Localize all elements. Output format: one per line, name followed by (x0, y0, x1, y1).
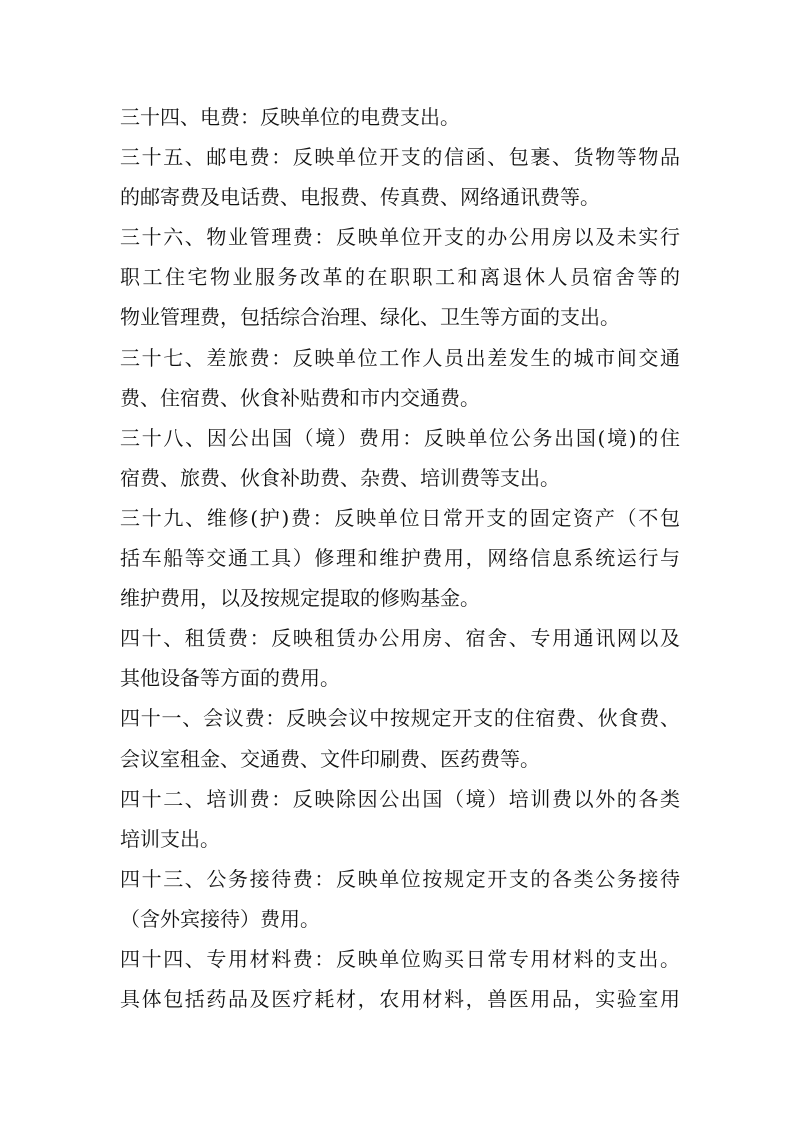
text-line-20: 四十三、公务接待费：反映单位按规定开支的各类公务接待 (120, 866, 680, 891)
text-line-22: 四十四、专用材料费：反映单位购买日常专用材料的支出。 (120, 946, 680, 971)
text-line-14: 四十、租赁费：反映租赁办公用房、宿舍、专用通讯网以及 (120, 626, 680, 651)
text-line-5: 职工住宅物业服务改革的在职职工和离退休人员宿舍等的 (120, 265, 680, 290)
text-line-1: 三十四、电费：反映单位的电费支出。 (120, 105, 460, 129)
text-line-4: 三十六、物业管理费：反映单位开支的办公用房以及未实行 (120, 225, 680, 250)
text-line-15: 其他设备等方面的费用。 (120, 666, 340, 691)
text-line-19: 培训支出。 (120, 826, 220, 851)
text-line-2: 三十五、邮电费：反映单位开支的信函、包裹、货物等物品 (120, 145, 680, 170)
text-line-8: 费、住宿费、伙食补贴费和市内交通费。 (120, 385, 480, 410)
document-body (120, 97, 680, 1019)
text-line-11: 三十九、维修(护)费：反映单位日常开支的固定资产（不包 (120, 505, 680, 530)
text-line-13: 维护费用，以及按规定提取的修购基金。 (120, 586, 480, 611)
text-line-9: 三十八、因公出国（境）费用：反映单位公务出国(境)的住 (120, 425, 680, 450)
text-line-16: 四十一、会议费：反映会议中按规定开支的住宿费、伙食费、 (120, 706, 680, 731)
text-line-10: 宿费、旅费、伙食补助费、杂费、培训费等支出。 (120, 465, 560, 490)
text-line-23: 具体包括药品及医疗耗材，农用材料，兽医用品，实验室用 (120, 987, 680, 1012)
text-line-6: 物业管理费，包括综合治理、绿化、卫生等方面的支出。 (120, 305, 620, 330)
text-line-7: 三十七、差旅费：反映单位工作人员出差发生的城市间交通 (120, 345, 680, 370)
text-line-21: （含外宾接待）费用。 (120, 906, 320, 931)
text-line-3: 的邮寄费及电话费、电报费、传真费、网络通讯费等。 (120, 185, 600, 210)
text-line-18: 四十二、培训费：反映除因公出国（境）培训费以外的各类 (120, 786, 680, 811)
text-line-17: 会议室租金、交通费、文件印刷费、医药费等。 (120, 746, 540, 771)
text-line-12: 括车船等交通工具）修理和维护费用，网络信息系统运行与 (120, 546, 680, 571)
